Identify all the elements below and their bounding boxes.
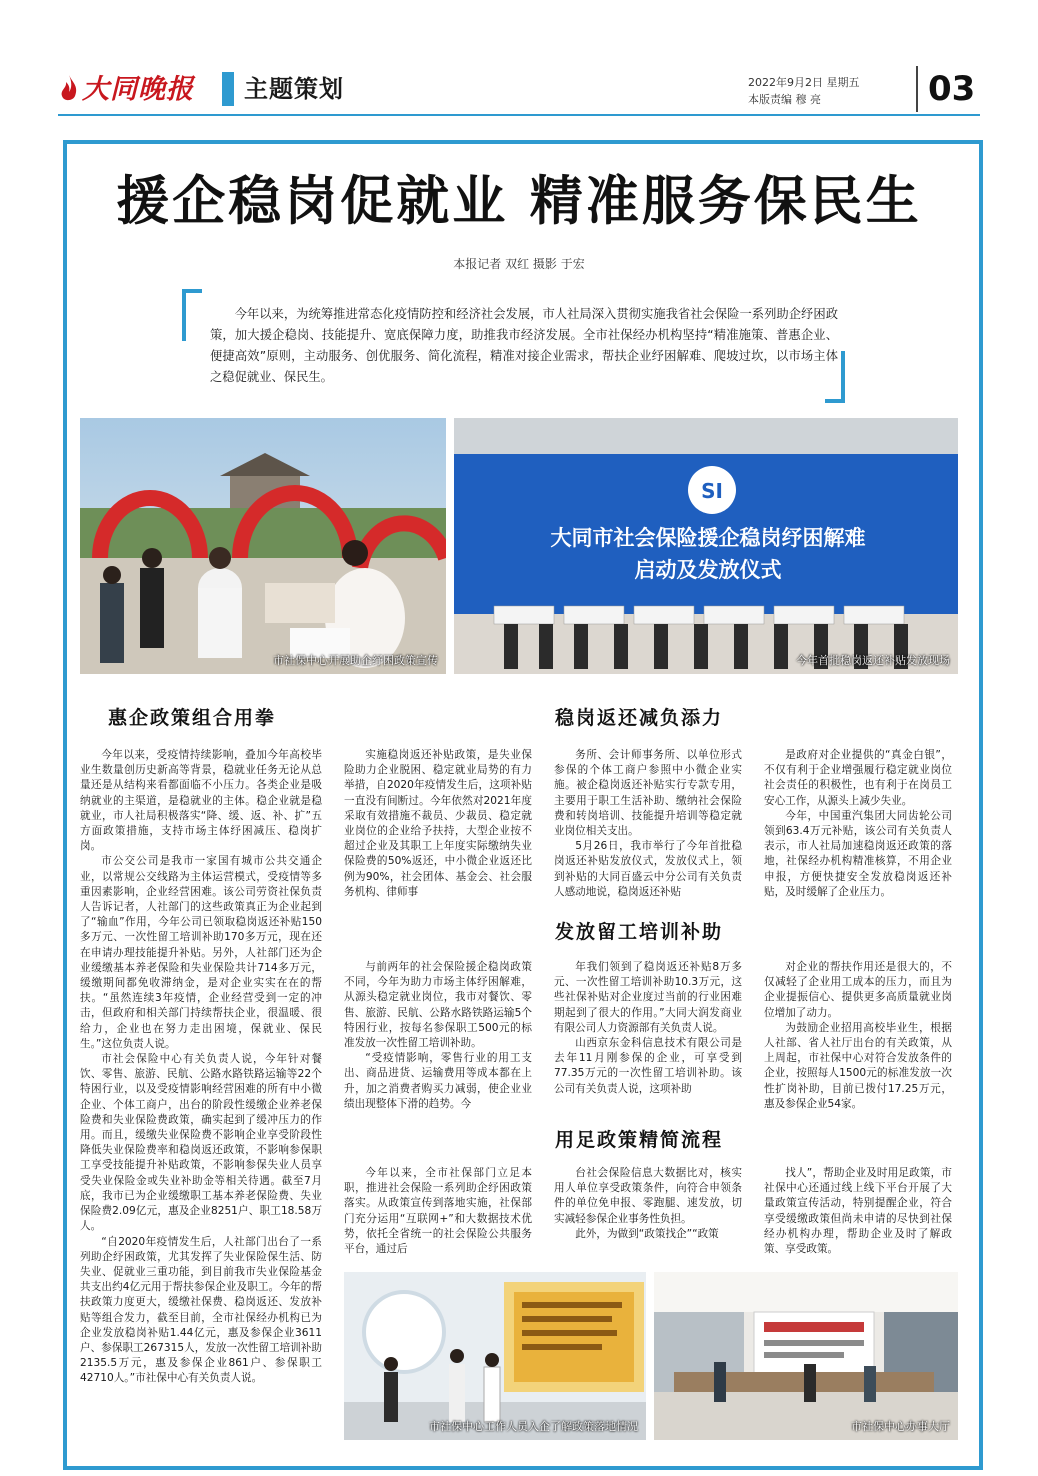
photo-caption: 市社保中心办事大厅 <box>851 1420 950 1433</box>
paragraph: 市社会保险中心有关负责人说，今年针对餐饮、零售、旅游、民航、公路水路铁路运输等22个特困行业，以及受疫情影响经营困难的所有中小微企业、个体工商户，出台的阶段性缓缴企业养老保险费和失业保险费政策，确实起到了缓冲压力的作用。而且，缓缴失业保险费不影响企业享受阶段性降低失业保险费率和稳岗返还政策，不影响参保职工享受技能提升补贴政策，不影响参保失业人员享受失业保险金或失业补助金等相关待遇。截至7月底，我市已为企业缓缴职工基本养老保险费、失业保险费2.09亿元，惠及企业8251户、职工18.58万人。 <box>80 1053 322 1233</box>
byline: 本报记者 双红 摄影 于宏 <box>453 257 585 271</box>
subhead-policy-combo: 惠企政策组合用拳 <box>108 707 277 729</box>
section-title: 主题策划 <box>244 74 344 103</box>
photo-caption: 市社保中心开展助企纾困政策宣传 <box>273 654 438 667</box>
column-4-block-3 <box>764 1166 952 1257</box>
paragraph: 务所、会计师事务所、以单位形式参保的个体工商户参照中小微企业实施。被企稳岗返还补贴实行专款专用，主要用于职工生活补助、缴纳社会保险费和转岗培训、技能提升培训等稳定就业岗位相关支出。 <box>554 749 742 838</box>
page-editor: 本版责编 穆 亮 <box>748 93 821 106</box>
paragraph: “自2020年疫情发生后，人社部门出台了一系列助企纾困政策，尤其发挥了失业保险保生活、防失业、促就业三重功能，到目前我市失业保险基金共支出约4亿元用于帮扶参保企业及职工。今年的帮扶政策力度更大，缓缴社保费、稳岗返还、发放补贴等组合发力，截至目前，全市社保经办机构已为企业发放稳岗补贴1.44亿元，惠及参保企业3611户、参保职工267315人，发放一次性留工培训补助2135.5万元，惠及参保企业861户、参保职工42710人。”市社保中心有关负责人说。 <box>80 1235 322 1385</box>
photo-subsidy-ceremony <box>454 418 958 674</box>
paragraph: 市公交公司是我市一家国有城市公共交通企业，以常规公交线路为主体运营模式，受疫情等多重因素影响，企业经营困难。该公司劳资社保负责人告诉记者，人社部门的这些政策真正为企业起到了“输血”作用，今年公司已领取稳岗返还补贴150多万元、一次性留工培训补助170多万元，现在还在申请办理技能提升补贴。另外，人社部门还为企业缓缴基本养老保险和失业保险共计714多万元，缓缴期间都免收滞纳金，是对企业实实在在的帮扶。“虽然连续3年疫情，企业经营受到一定的冲击，但政府和相关部门持续帮扶企业，很温暖、很给力，企业也在努力走出困境，保就业、保民生。”这位负责人说。 <box>80 855 322 1050</box>
paragraph: 今年以来，受疫情持续影响，叠加今年高校毕业生数量创历史新高等背景，稳就业任务无论从总量还是从结构来看都面临不小压力。各类企业是吸纳就业的主渠道，是稳就业的主体。稳企业就是稳就业，市人社局积极落实“降、缓、返、补、扩”五方面政策措施，支持市场主体纾困减压、稳岗扩岗。 <box>80 749 322 853</box>
headline: 援企稳岗促就业 精准服务保民生 <box>116 171 922 232</box>
photo-subsidy-ceremony-image <box>454 418 958 674</box>
paragraph: 今年，中国重汽集团大同齿轮公司领到63.4万元补贴，该公司有关负责人表示，市人社局加速稳岗返还政策的落地，社保经办机构精准核算，不用企业申报，方便快捷安全发放稳岗返还补贴，及时缓解了企业压力。 <box>764 809 952 898</box>
dateline <box>748 74 860 108</box>
photo-staff-visit-image <box>344 1272 646 1440</box>
subhead-training-subsidy: 发放留工培训补助 <box>555 921 724 943</box>
photo-caption: 市社保中心工作人员入企了解政策落地情况 <box>429 1420 638 1433</box>
column-3-block-2 <box>554 960 742 1097</box>
paragraph: 找人”，帮助企业及时用足政策，市社保中心还通过线上线下平台开展了大量政策宣传活动，特别提醒企业，符合享受缓缴政策但尚未申请的尽快到社保经办机构办理，帮助企业及时了解政策、享受政策。 <box>764 1167 952 1256</box>
paragraph: 台社会保险信息大数据比对，核实用人单位享受政策条件，向符合申领条件的单位免申报、零跑腿、速发放，切实减轻参保企业事务性负担。 <box>554 1167 742 1225</box>
paragraph: 是政府对企业提供的“真金白银”，不仅有利于企业增强履行稳定就业岗位社会责任的积极性，也有利于在岗员工安心工作，从源头上减少失业。 <box>764 749 952 807</box>
column-4-block-2 <box>764 960 952 1112</box>
section-marker <box>222 72 234 106</box>
banner-line-1: 大同市社会保险援企稳岗纾困解难 <box>550 526 866 550</box>
paragraph: 对企业的帮扶作用还是很大的，不仅减轻了企业用工成本的压力，而且为企业提振信心、提供更多高质量就业岗位增加了动力。 <box>764 961 952 1019</box>
paragraph: 5月26日，我市举行了今年首批稳岗返还补贴发放仪式，发放仪式上，领到补贴的大同百盛云中分公司有关负责人感动地说，稳岗返还补贴 <box>554 840 742 898</box>
banner-line-2: 启动及发放仪式 <box>634 558 782 582</box>
column-4-block-1 <box>764 748 952 900</box>
paragraph: 与前两年的社会保险援企稳岗政策不同，今年为助力市场主体纾困解难，从源头稳定就业岗位，我市对餐饮、零售、旅游、民航、公路水路铁路运输5个特困行业，按每名参保职工500元的标准发放一次性留工培训补助。 <box>344 961 532 1050</box>
lead-paragraph <box>210 304 838 388</box>
flame-logo-icon <box>58 74 80 104</box>
photo-policy-promotion-image <box>80 418 446 674</box>
masthead-rule <box>58 114 980 116</box>
newspaper-logo <box>58 68 210 112</box>
divider <box>916 66 918 112</box>
masthead <box>58 62 980 124</box>
photo-service-hall-image <box>654 1272 958 1440</box>
paragraph: 年我们领到了稳岗返还补贴8万多元、一次性留工培训补助10.3万元，这些社保补贴对企业度过当前的行业困难期起到了很大的作用。”大同大润发商业有限公司人力资源部有关负责人说。 <box>554 961 742 1034</box>
photo-caption: 今年首批稳岗返还补贴发放现场 <box>796 654 950 667</box>
paragraph: 此外，为做到“政策找企”“政策 <box>575 1227 719 1240</box>
paragraph: “受疫情影响，零售行业的用工支出、商品进货、运输费用等成本都在上升，加之消费者购买力减弱，使企业业绩出现整体下滑的趋势。今 <box>344 1052 532 1110</box>
paragraph: 为鼓励企业招用高校毕业生，根据人社部、省人社厅出台的有关政策，从上周起，市社保中心对符合发放条件的企业，按照每人1500元的标准发放一次性扩岗补助，目前已拨付17.25万元，惠及参保企业54家。 <box>764 1021 952 1110</box>
column-3-block-1 <box>554 748 742 900</box>
paragraph: 实施稳岗返还补贴政策，是失业保险助力企业脱困、稳定就业局势的有力举措，自2020年疫情发生后，这项补贴一直没有间断过。今年依然对2021年度采取有效措施不裁员、少裁员、稳定就业岗位的企业给予扶持，大型企业按不超过企业及其职工上年度实际缴纳失业保险费的50%返还，中小微企业返还比例为90%，社会团体、基金会、社会服务机构、律师事 <box>344 749 532 898</box>
photo-service-hall <box>654 1272 958 1440</box>
lead-text: 今年以来，为统筹推进常态化疫情防控和经济社会发展，市人社局深入贯彻实施我省社会保险一系列助企纾困政策，加大援企稳岗、技能提升、宽底保障力度，助推我市经济发展。全市社保经办机构坚持“精准施策、普惠企业、便捷高效”原则，主动服务、创优服务、简化流程，精准对接企业需求，帮扶企业纾困解难、爬坡过坎，以市场主体之稳促就业、保民生。 <box>210 307 838 384</box>
paragraph: 今年以来，全市社保部门立足本职，推进社会保险一系列助企纾困政策落实。从政策宣传到落地实施，社保部门充分运用“互联网+”和大数据技术优势，依托全省统一的社会保险公共服务平台，通过后 <box>344 1167 532 1256</box>
page-number: 03 <box>928 69 976 109</box>
column-1 <box>80 748 322 1387</box>
column-2-block-2 <box>344 960 532 1112</box>
photo-policy-promotion <box>80 418 446 674</box>
lead-bracket-top-left <box>182 289 202 341</box>
subhead-stable-jobs: 稳岗返还减负添力 <box>555 707 724 729</box>
social-security-logo: SI <box>701 479 723 503</box>
logo-text: 大同晚报 <box>82 74 194 105</box>
column-2-block-1 <box>344 748 532 900</box>
photo-staff-visit <box>344 1272 646 1440</box>
column-2-block-3 <box>344 1166 532 1257</box>
issue-date: 2022年9月2日 星期五 <box>748 76 860 89</box>
subhead-streamline: 用足政策精简流程 <box>555 1129 724 1151</box>
paragraph: 山西京东金科信息技术有限公司是去年11月刚参保的企业，可享受到77.35万元的一次性留工培训补助。该公司有关负责人说，这项补助 <box>554 1037 742 1095</box>
column-3-block-3 <box>554 1166 742 1242</box>
